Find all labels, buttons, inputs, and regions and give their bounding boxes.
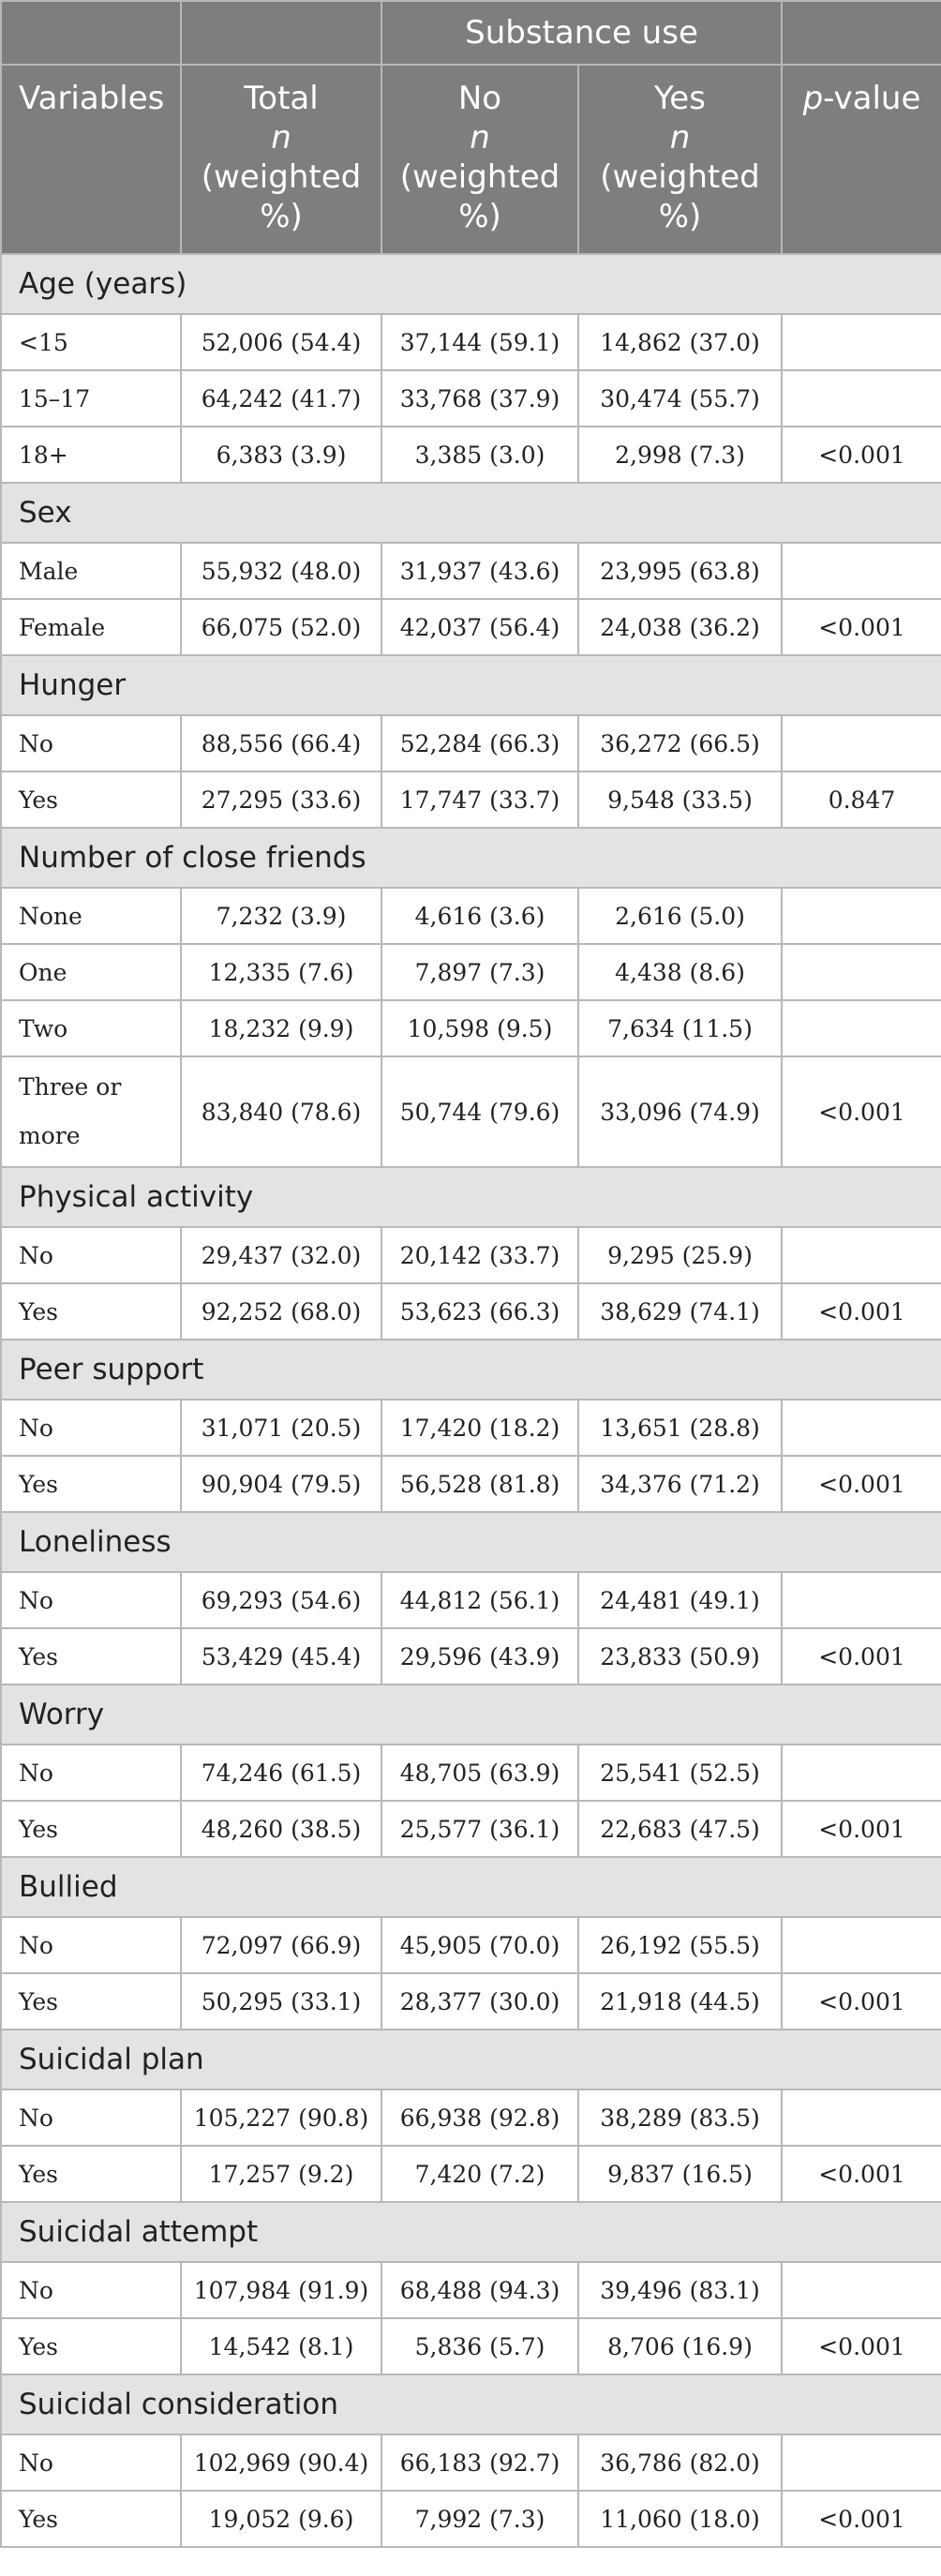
- cell-yes: 34,376 (71.2): [578, 1456, 782, 1512]
- section-title: Suicidal attempt: [1, 2202, 941, 2262]
- cell-no: 44,812 (56.1): [381, 1572, 578, 1628]
- cell-no: 7,420 (7.2): [381, 2146, 578, 2202]
- cell-p-value: <0.001: [782, 2146, 941, 2202]
- table-row: [1, 1456, 941, 1512]
- header-yes: [578, 65, 782, 254]
- table-row: [1, 543, 941, 599]
- cell-total: 107,984 (91.9): [181, 2262, 381, 2318]
- header-p-value: [782, 65, 941, 254]
- cell-no: 17,747 (33.7): [381, 771, 578, 828]
- section-title: Peer support: [1, 1340, 941, 1400]
- row-label: Yes: [1, 1801, 181, 1857]
- header-total-label: Total: [244, 80, 319, 117]
- cell-no: 31,937 (43.6): [381, 543, 578, 599]
- cell-p-value: [782, 1227, 941, 1283]
- header-total-n: n: [271, 119, 291, 157]
- cell-p-value: [782, 888, 941, 944]
- cell-yes: 11,060 (18.0): [578, 2491, 782, 2547]
- cell-total: 27,295 (33.6): [181, 771, 381, 828]
- table-row: [1, 1801, 941, 1857]
- cell-no: 28,377 (30.0): [381, 1973, 578, 2029]
- cell-yes: 23,995 (63.8): [578, 543, 782, 599]
- table-row: [1, 2146, 941, 2202]
- section-row: [1, 2202, 941, 2262]
- cell-total: 72,097 (66.9): [181, 1917, 381, 1973]
- cell-p-value: <0.001: [782, 2491, 941, 2547]
- cell-no: 17,420 (18.2): [381, 1400, 578, 1456]
- row-label: No: [1, 1745, 181, 1801]
- section-title: Hunger: [1, 655, 941, 715]
- cell-total: 90,904 (79.5): [181, 1456, 381, 1512]
- table-body: [1, 254, 941, 2547]
- cell-total: 92,252 (68.0): [181, 1283, 381, 1340]
- row-label: Male: [1, 543, 181, 599]
- section-title: Worry: [1, 1685, 941, 1745]
- cell-p-value: [782, 715, 941, 771]
- section-title: Suicidal consideration: [1, 2374, 941, 2434]
- cell-no: 66,938 (92.8): [381, 2089, 578, 2146]
- cell-total: 74,246 (61.5): [181, 1745, 381, 1801]
- table-row: [1, 1917, 941, 1973]
- table-row: [1, 599, 941, 655]
- table-row: [1, 944, 941, 1000]
- cell-no: 48,705 (63.9): [381, 1745, 578, 1801]
- table-row: [1, 1283, 941, 1340]
- header-substance-use: Substance use: [381, 1, 782, 65]
- cell-p-value: <0.001: [782, 427, 941, 483]
- row-label: <15: [1, 314, 181, 370]
- cell-p-value: [782, 1400, 941, 1456]
- section-row: [1, 1512, 941, 1572]
- row-label: No: [1, 2434, 181, 2491]
- section-title: Age (years): [1, 254, 941, 314]
- cell-p-value: [782, 2434, 941, 2491]
- header-no: [381, 65, 578, 254]
- cell-total: 7,232 (3.9): [181, 888, 381, 944]
- row-label: Yes: [1, 1283, 181, 1340]
- table-row: [1, 715, 941, 771]
- header-yes-weighted: (weighted %): [600, 158, 760, 235]
- row-label: Yes: [1, 2146, 181, 2202]
- row-label: Yes: [1, 2491, 181, 2547]
- cell-total: 52,006 (54.4): [181, 314, 381, 370]
- cell-total: 83,840 (78.6): [181, 1056, 381, 1167]
- cell-no: 4,616 (3.6): [381, 888, 578, 944]
- row-label: Yes: [1, 1628, 181, 1685]
- cell-yes: 30,474 (55.7): [578, 370, 782, 427]
- section-title: Sex: [1, 483, 941, 543]
- header-row-columns: [1, 65, 941, 254]
- cell-yes: 23,833 (50.9): [578, 1628, 782, 1685]
- table-row: [1, 2262, 941, 2318]
- cell-total: 53,429 (45.4): [181, 1628, 381, 1685]
- cell-p-value: [782, 1745, 941, 1801]
- table-row: [1, 771, 941, 828]
- cell-yes: 24,038 (36.2): [578, 599, 782, 655]
- cell-yes: 24,481 (49.1): [578, 1572, 782, 1628]
- row-label: 15–17: [1, 370, 181, 427]
- row-label: No: [1, 715, 181, 771]
- cell-no: 53,623 (66.3): [381, 1283, 578, 1340]
- row-label: Yes: [1, 1973, 181, 2029]
- cell-no: 50,744 (79.6): [381, 1056, 578, 1167]
- cell-p-value: <0.001: [782, 1283, 941, 1340]
- cell-no: 56,528 (81.8): [381, 1456, 578, 1512]
- cell-total: 12,335 (7.6): [181, 944, 381, 1000]
- table-row: [1, 314, 941, 370]
- cell-total: 17,257 (9.2): [181, 2146, 381, 2202]
- section-row: [1, 2029, 941, 2089]
- cell-p-value: <0.001: [782, 2318, 941, 2374]
- table-row: [1, 888, 941, 944]
- table-row: [1, 1628, 941, 1685]
- header-yes-n: n: [669, 119, 691, 157]
- header-total-weighted: (weighted %): [201, 158, 362, 235]
- table-row: [1, 1227, 941, 1283]
- cell-p-value: [782, 314, 941, 370]
- cell-total: 19,052 (9.6): [181, 2491, 381, 2547]
- cell-p-value: [782, 1917, 941, 1973]
- cell-yes: 7,634 (11.5): [578, 1000, 782, 1056]
- cell-no: 37,144 (59.1): [381, 314, 578, 370]
- cell-yes: 13,651 (28.8): [578, 1400, 782, 1456]
- header-empty-total: [181, 1, 381, 65]
- section-title: Number of close friends: [1, 828, 941, 888]
- cell-p-value: [782, 2262, 941, 2318]
- cell-no: 3,385 (3.0): [381, 427, 578, 483]
- cell-total: 64,242 (41.7): [181, 370, 381, 427]
- header-empty-p: [782, 1, 941, 65]
- cell-p-value: <0.001: [782, 1456, 941, 1512]
- cell-no: 66,183 (92.7): [381, 2434, 578, 2491]
- cell-total: 6,383 (3.9): [181, 427, 381, 483]
- cell-yes: 2,616 (5.0): [578, 888, 782, 944]
- table-row: [1, 1973, 941, 2029]
- section-row: [1, 254, 941, 314]
- row-label: No: [1, 1572, 181, 1628]
- table-row: [1, 1745, 941, 1801]
- cell-no: 33,768 (37.9): [381, 370, 578, 427]
- cell-yes: 4,438 (8.6): [578, 944, 782, 1000]
- cell-yes: 33,096 (74.9): [578, 1056, 782, 1167]
- cell-no: 42,037 (56.4): [381, 599, 578, 655]
- cell-total: 50,295 (33.1): [181, 1973, 381, 2029]
- cell-total: 18,232 (9.9): [181, 1000, 381, 1056]
- row-label: Three or more: [1, 1056, 181, 1167]
- cell-no: 10,598 (9.5): [381, 1000, 578, 1056]
- header-p-italic: p: [802, 80, 824, 117]
- cell-p-value: <0.001: [782, 1973, 941, 2029]
- cell-yes: 8,706 (16.9): [578, 2318, 782, 2374]
- table-header: [1, 1, 941, 254]
- row-label: 18+: [1, 427, 181, 483]
- header-total: [181, 65, 381, 254]
- section-row: [1, 483, 941, 543]
- cell-total: 102,969 (90.4): [181, 2434, 381, 2491]
- cell-yes: 25,541 (52.5): [578, 1745, 782, 1801]
- cell-total: 69,293 (54.6): [181, 1572, 381, 1628]
- cell-total: 66,075 (52.0): [181, 599, 381, 655]
- header-row-group: [1, 1, 941, 65]
- cell-total: 48,260 (38.5): [181, 1801, 381, 1857]
- row-label: Female: [1, 599, 181, 655]
- row-label: Yes: [1, 1456, 181, 1512]
- cell-yes: 14,862 (37.0): [578, 314, 782, 370]
- cell-yes: 38,289 (83.5): [578, 2089, 782, 2146]
- section-row: [1, 828, 941, 888]
- cell-yes: 36,272 (66.5): [578, 715, 782, 771]
- cell-yes: 39,496 (83.1): [578, 2262, 782, 2318]
- cell-no: 29,596 (43.9): [381, 1628, 578, 1685]
- cell-p-value: <0.001: [782, 1628, 941, 1685]
- cell-p-value: <0.001: [782, 1801, 941, 1857]
- cell-total: 31,071 (20.5): [181, 1400, 381, 1456]
- cell-yes: 36,786 (82.0): [578, 2434, 782, 2491]
- row-label: Yes: [1, 2318, 181, 2374]
- section-row: [1, 655, 941, 715]
- section-row: [1, 2374, 941, 2434]
- row-label: No: [1, 2262, 181, 2318]
- table-row: [1, 2434, 941, 2491]
- row-label: No: [1, 2089, 181, 2146]
- header-p-suffix: -value: [823, 80, 921, 117]
- header-variables: Variables: [1, 65, 181, 254]
- row-label: Yes: [1, 771, 181, 828]
- header-no-weighted: (weighted %): [399, 158, 560, 235]
- cell-no: 7,897 (7.3): [381, 944, 578, 1000]
- cell-yes: 22,683 (47.5): [578, 1801, 782, 1857]
- row-label: No: [1, 1917, 181, 1973]
- cell-p-value: [782, 2089, 941, 2146]
- cell-p-value: [782, 370, 941, 427]
- cell-yes: 9,295 (25.9): [578, 1227, 782, 1283]
- table-row: [1, 1000, 941, 1056]
- cell-yes: 38,629 (74.1): [578, 1283, 782, 1340]
- cell-no: 5,836 (5.7): [381, 2318, 578, 2374]
- table-row: [1, 2491, 941, 2547]
- cell-p-value: [782, 543, 941, 599]
- cell-total: 29,437 (32.0): [181, 1227, 381, 1283]
- cell-p-value: [782, 1000, 941, 1056]
- section-title: Physical activity: [1, 1167, 941, 1227]
- cell-yes: 9,837 (16.5): [578, 2146, 782, 2202]
- cell-no: 68,488 (94.3): [381, 2262, 578, 2318]
- section-title: Loneliness: [1, 1512, 941, 1572]
- section-row: [1, 1685, 941, 1745]
- header-empty-variables: [1, 1, 181, 65]
- cell-yes: 9,548 (33.5): [578, 771, 782, 828]
- cell-total: 105,227 (90.8): [181, 2089, 381, 2146]
- cell-p-value: <0.001: [782, 599, 941, 655]
- row-label: Two: [1, 1000, 181, 1056]
- cell-total: 14,542 (8.1): [181, 2318, 381, 2374]
- section-row: [1, 1857, 941, 1917]
- cell-no: 25,577 (36.1): [381, 1801, 578, 1857]
- header-yes-label: Yes: [654, 80, 706, 117]
- table-row: [1, 1400, 941, 1456]
- cell-p-value: 0.847: [782, 771, 941, 828]
- cell-p-value: [782, 944, 941, 1000]
- cell-yes: 21,918 (44.5): [578, 1973, 782, 2029]
- cell-yes: 2,998 (7.3): [578, 427, 782, 483]
- header-no-label: No: [457, 80, 502, 117]
- table-row: [1, 1056, 941, 1167]
- cell-no: 20,142 (33.7): [381, 1227, 578, 1283]
- cell-no: 45,905 (70.0): [381, 1917, 578, 1973]
- cell-p-value: [782, 1572, 941, 1628]
- cell-no: 7,992 (7.3): [381, 2491, 578, 2547]
- header-no-n: n: [470, 119, 490, 157]
- cell-no: 52,284 (66.3): [381, 715, 578, 771]
- table-row: [1, 370, 941, 427]
- row-label: No: [1, 1227, 181, 1283]
- cell-yes: 26,192 (55.5): [578, 1917, 782, 1973]
- section-row: [1, 1167, 941, 1227]
- table-row: [1, 2318, 941, 2374]
- cell-total: 55,932 (48.0): [181, 543, 381, 599]
- row-label: No: [1, 1400, 181, 1456]
- table-row: [1, 1572, 941, 1628]
- row-label: None: [1, 888, 181, 944]
- cell-total: 88,556 (66.4): [181, 715, 381, 771]
- cell-p-value: <0.001: [782, 1056, 941, 1167]
- table-row: [1, 427, 941, 483]
- section-row: [1, 1340, 941, 1400]
- row-label: One: [1, 944, 181, 1000]
- table-row: [1, 2089, 941, 2146]
- section-title: Suicidal plan: [1, 2029, 941, 2089]
- section-title: Bullied: [1, 1857, 941, 1917]
